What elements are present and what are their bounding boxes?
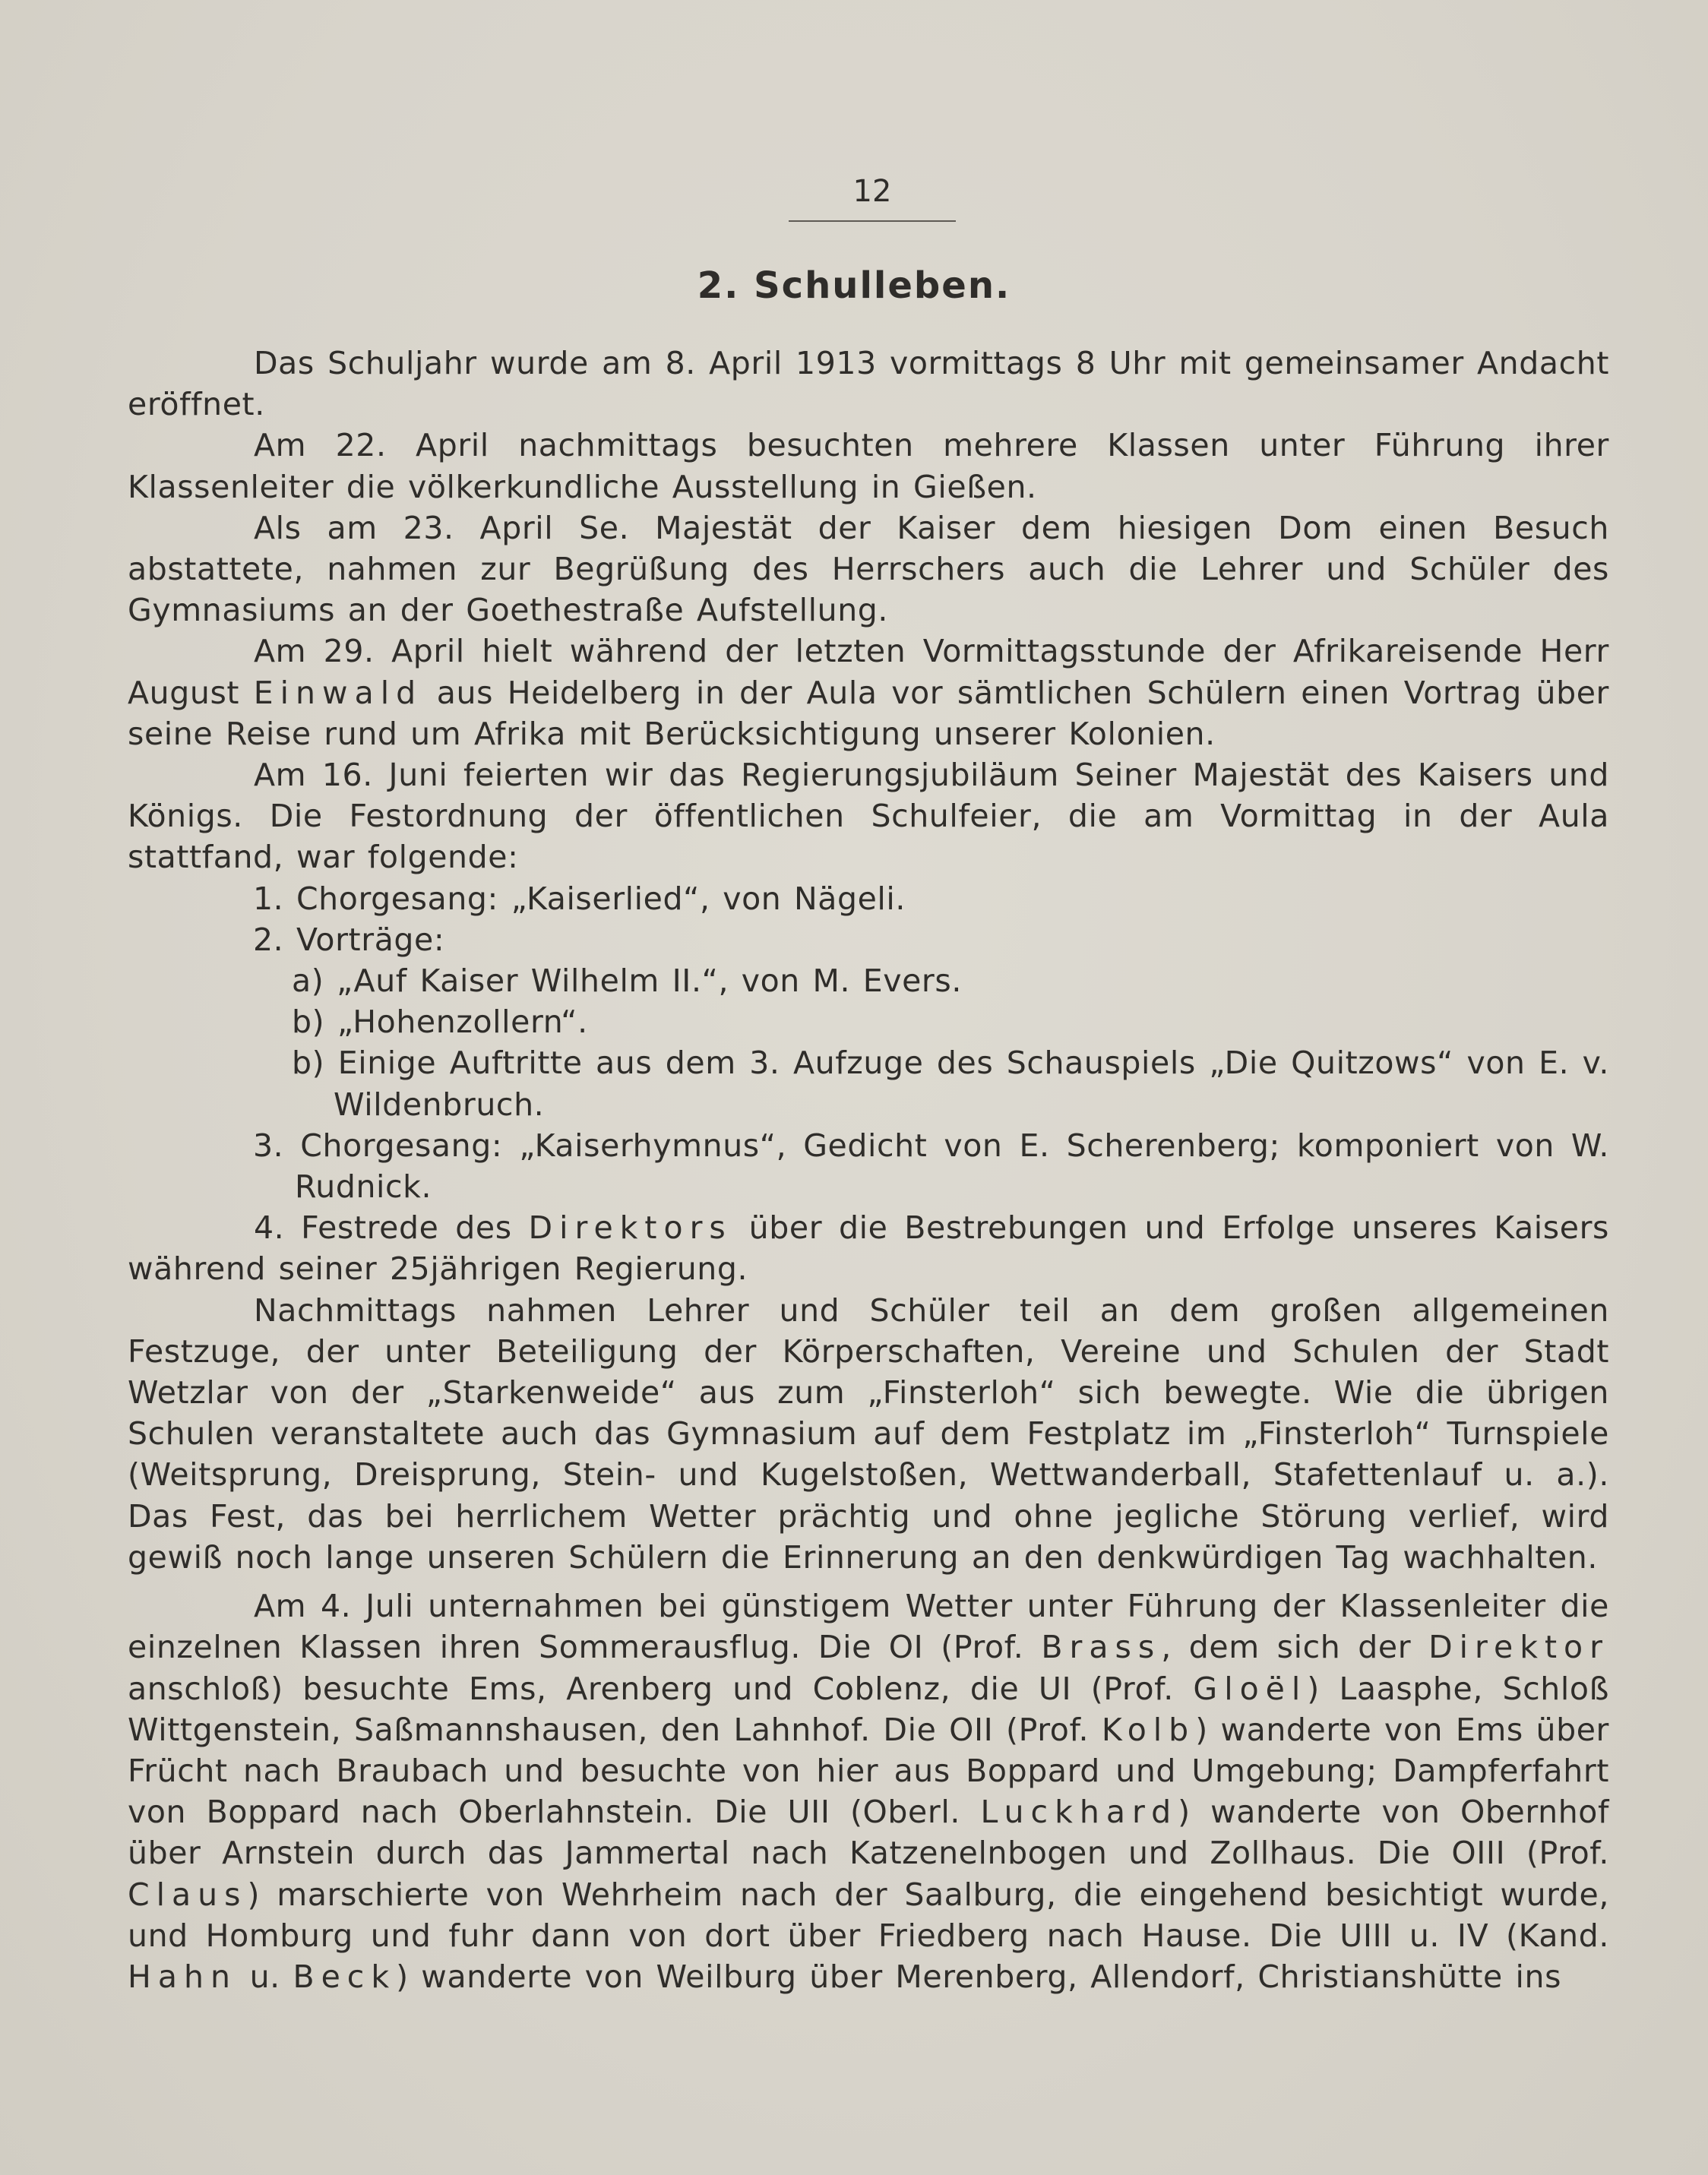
spaced-name: Luckhard: [980, 1794, 1178, 1831]
paragraph: Als am 23. April Se. Majestät der Kaiser dem hiesigen Dom einen Besuch abstattete, nahmen zur Begrüßung des Herrschers auch die Lehrer und Schüler des Gymnasiums an der Goethestraße Aufstellung.: [128, 509, 1609, 629]
paragraph: Nachmittags nahmen Lehrer und Schüler teil an dem großen allgemeinen Festzuge, der unter Beteiligung der Körperschaften, Vereine und Schulen der Stadt Wetzlar von der „Starkenweide“ aus zum „Finsterloh“ sich bewegte. Wie die übrigen Schulen veranstaltete auch das Gymnasium auf dem Festplatz im „Finsterloh“ Turnspiele (Weitsprung, Dreisprung, Stein- und Kugelstoßen, Wettwanderball, Stafettenlauf u. a.). Das Fest, das bei herrlichem Wetter prächtig und ohne jegliche Störung verlief, wird gewiß noch lange unseren Schülern die Erinnerung an den denkwürdigen Tag wachhalten.: [128, 1291, 1609, 1576]
spaced-name: Beck: [293, 1958, 397, 1995]
program-subitem: a) „Auf Kaiser Wilhelm II.“, von M. Evers.: [292, 963, 962, 1000]
paragraph: Am 22. April nachmittags besuchten mehrere Klassen unter Führung ihrer Klassenleiter die völkerkundliche Ausstellung in Gießen.: [128, 427, 1609, 505]
spaced-name: Einwald: [253, 674, 423, 711]
program-item: 3. Chorgesang: „Kaiserhymnus“, Gedicht von E. Scherenberg; komponiert von W. Rudnick.: [253, 1127, 1609, 1206]
spaced-name: Claus: [128, 1876, 248, 1913]
paragraph: Am 4. Juli unternahmen bei günstigem Wetter unter Führung der Klassenleiter die einzelnen Klassen ihren Sommerausflug. Die OI (Prof. Brass, dem sich der Direktor anschloß) besuchte Ems, Arenberg und Coblenz, die UI (Prof. Gloël) Laasphe, Schloß Wittgenstein, Saßmannshausen, den Lahnhof. Die OII (Prof. Kolb) wanderte von Ems über Frücht nach Braubach und besuchte von hier aus Boppard und Umgebung; Dampferfahrt von Boppard nach Oberlahnstein. Die UII (Oberl. Luckhard) wanderte von Obernhof über Arnstein durch das Jammertal nach Katzenelnbogen und Zollhaus. Die OIII (Prof. Claus) marschierte von Wehrheim nach der Saalburg, die eingehend besichtigt wurde, und Homburg und fuhr dann von dort über Friedberg nach Hause. Die UIII u. IV (Kand. Hahn u. Beck) wanderte von Weilburg über Merenberg, Allendorf, Christianshütte ins: [128, 1588, 1610, 1995]
spaced-name: Gloël: [1193, 1670, 1308, 1707]
page-number: 12: [852, 174, 892, 209]
spaced-name: Direktors: [528, 1209, 732, 1247]
program-item: 4. Festrede des Direktors über die Bestrebungen und Erfolge unseres Kaisers während seiner 25jährigen Regierung.: [128, 1209, 1609, 1288]
section-heading: 2. Schulleben.: [697, 264, 1011, 307]
program-item: 2. Vorträge:: [253, 921, 445, 958]
paragraph: Am 16. Juni feierten wir das Regierungsjubiläum Seiner Majestät des Kaisers und Königs. Die Festordnung der öffentlichen Schulfeier, die am Vormittag in der Aula stattfand, war folgende:: [128, 757, 1609, 876]
header-rule: [789, 220, 956, 222]
spaced-name: Direktor: [1428, 1629, 1609, 1666]
paragraph: Das Schuljahr wurde am 8. April 1913 vormittags 8 Uhr mit gemeinsamer Andacht eröffnet.: [128, 345, 1609, 423]
spaced-name: Brass: [1041, 1629, 1162, 1666]
program-subitem: b) „Hohenzollern“.: [292, 1004, 588, 1041]
spaced-name: Kolb: [1101, 1711, 1196, 1748]
spaced-name: Hahn: [128, 1958, 237, 1995]
program-subitem: b) Einige Auftritte aus dem 3. Aufzuge des Schauspiels „Die Quitzows“ von E. v. Wildenbruch.: [292, 1045, 1609, 1123]
paragraph: Am 29. April hielt während der letzten Vormittagsstunde der Afrikareisende Herr August Einwald aus Heidelberg in der Aula vor sämtlichen Schülern einen Vortrag über seine Reise rund um Afrika mit Berücksichtigung unserer Kolonien.: [128, 633, 1609, 752]
program-item: 1. Chorgesang: „Kaiserlied“, von Nägeli.: [253, 880, 906, 917]
body-text: [128, 343, 1609, 1997]
